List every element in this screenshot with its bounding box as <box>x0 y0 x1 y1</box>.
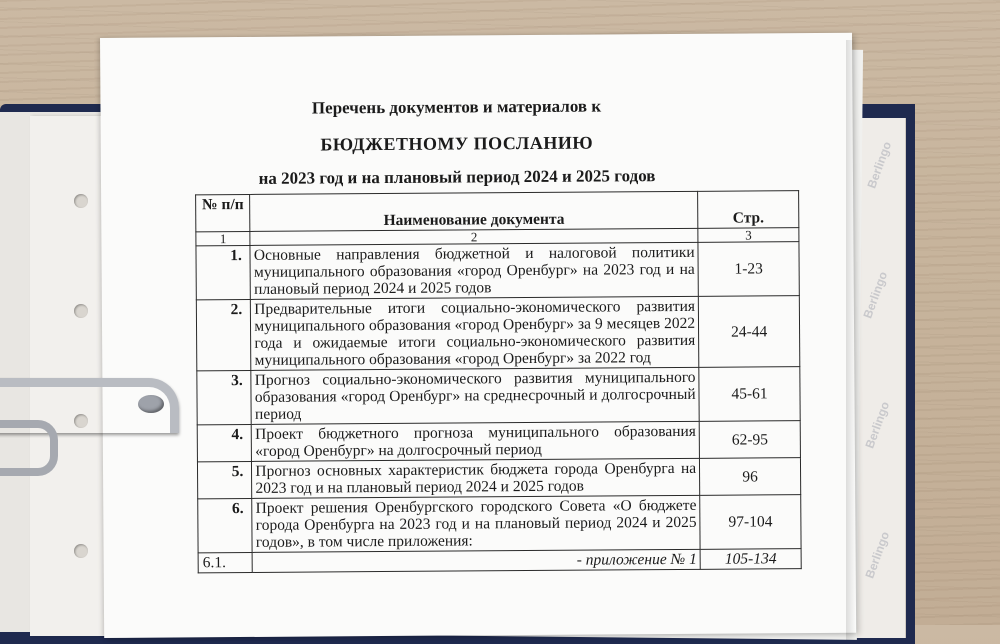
row-name: Проект бюджетного прогноза муниципального образования «город Оренбург» на долгосрочный период <box>252 421 700 461</box>
row-name: Прогноз социально-экономического развития муниципального образования «город Оренбург» на среднесрочный и долгосрочный период <box>251 367 699 424</box>
row-page: 97-104 <box>700 495 801 550</box>
divider-left-front <box>30 116 111 636</box>
row-name: Проект решения Оренбургского городского Совета «О бюджете города Оренбурга на 2023 год и на плановый период 2024 и 2025 годов», в том числе приложения: <box>252 495 700 552</box>
document-page <box>100 33 856 638</box>
column-index: 2 <box>250 228 698 245</box>
header-page: Стр. <box>698 191 799 229</box>
punch-hole <box>74 194 88 208</box>
paper-edge-shadow <box>846 40 856 640</box>
documents-table <box>195 190 802 573</box>
binder-ring-tip <box>138 395 164 413</box>
column-index: 3 <box>698 228 799 243</box>
row-page: 1-23 <box>698 242 799 297</box>
row-page: 62-95 <box>699 421 800 459</box>
row-name: Прогноз основных характеристик бюджета города Оренбурга на 2023 год и на плановый период 2024 и 2025 годов <box>252 458 700 498</box>
divider-brand-label: Berlingo <box>860 269 891 321</box>
row-page: 96 <box>700 458 801 496</box>
row-num: 6.1. <box>198 552 252 572</box>
table-row <box>196 242 799 300</box>
table-row <box>198 549 801 573</box>
row-num: 4. <box>197 424 252 461</box>
document-title-line-1: Перечень документов и материалов к <box>311 96 602 118</box>
binder-ring-lower <box>0 420 58 476</box>
document-title-line-3: на 2023 год и на плановый период 2024 и 2025 годов <box>258 166 656 188</box>
row-page: 105-134 <box>700 549 801 570</box>
divider-brand-label: Berlingo <box>862 529 893 581</box>
table-header-row <box>196 191 799 232</box>
table-row <box>196 296 799 371</box>
row-name: Основные направления бюджетной и налоговой политики муниципального образования «город Оренбург» на 2023 год и на плановый период 2024 и 2025 годов <box>250 242 698 299</box>
table-row <box>198 495 801 553</box>
table-row <box>197 421 800 462</box>
punch-hole <box>74 304 88 318</box>
row-name: Предварительные итоги социально-экономического развития муниципального образования «город Оренбург» за 9 месяцев 2022 года и ожидаемые итоги социально-экономического развития муниципального образования «город Оренбург» за 2022 год <box>251 296 699 370</box>
table-row <box>197 458 800 499</box>
row-num: 2. <box>196 299 251 370</box>
row-page: 24-44 <box>698 296 799 368</box>
document-title-line-2: БЮДЖЕТНОМУ ПОСЛАНИЮ <box>320 132 594 155</box>
row-num: 5. <box>197 461 252 498</box>
divider-brand-label: Berlingo <box>864 139 895 191</box>
row-page: 45-61 <box>699 367 800 422</box>
punch-hole <box>74 544 88 558</box>
row-num: 3. <box>197 370 252 424</box>
row-name: - приложение № 1 <box>252 549 700 572</box>
header-num: № п/п <box>196 194 251 231</box>
divider-brand-label: Berlingo <box>862 399 893 451</box>
row-num: 1. <box>196 245 251 299</box>
table-row <box>197 367 800 425</box>
row-num: 6. <box>198 498 253 552</box>
header-name: Наименование документа <box>250 191 698 231</box>
column-index: 1 <box>196 231 250 245</box>
